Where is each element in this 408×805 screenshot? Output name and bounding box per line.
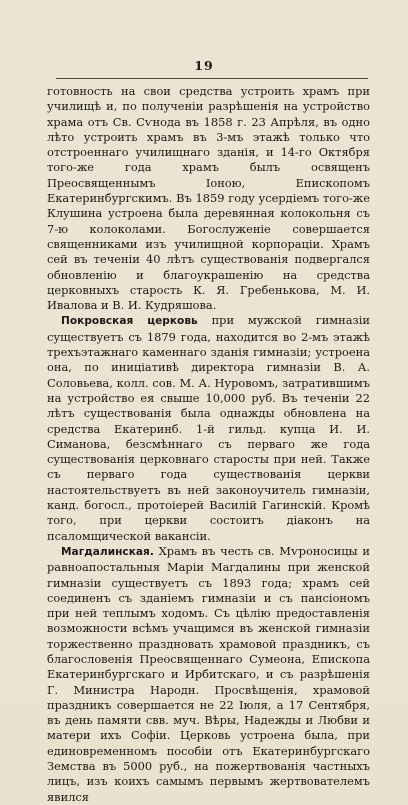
page-number: 19 xyxy=(194,58,214,73)
paragraph-3-text: Храмъ въ честь св. Мѵроносицы и равноапостальныя Маріи Магдалины при женской гимназіи существуетъ съ 1893 года; храмъ сей соединенъ съ зданіемъ гимназіи и съ пансіономъ при ней теплымъ ходомъ. Съ цѣлію предоставленія возможности всѣмъ учащимся въ женской гимназіи торжественно праздновать храмовой праздникъ, съ благословенія Преосвященнаго Сумеона, Епископа Екатеринбургскаго и Ирбитскаго, и съ разрѣшенія Г. Министра Народн. Просвѣщенія, храмовой праздникъ совершается не 22 Іюля, а 17 Сентября, въ день памяти свв. муч. Вѣры, Надежды и Любви и матери ихъ Софіи. Церковь устроена была, при единовременномъ пособіи отъ Екатеринбургскаго Земства въ 5000 руб., на пожертвованія частныхъ лицъ, изъ коихъ самымъ первымъ жертвователемъ явился xyxy=(47,543,370,804)
paragraph-1-text: готовность на свои средства устроить храмъ при училищѣ и, по полученіи разрѣшенія на устройство храма отъ Св. Сѵнода въ 1858 г. 23 Апрѣля, въ одно лѣто устроить храмъ въ 3-мъ этажѣ только что отстроеннаго училищнаго зданія, и 14-го Октября того-же года храмъ былъ освященъ Преосвященнымъ Іоною, Епископомъ Екатеринбургскимъ. Въ 1859 году усердіемъ того-же Клушина устроена была деревянная колокольня съ 7-ю колоколами. Богослуженіе совершается священниками изъ училищной корпораціи. Храмъ сей въ теченіи 40 лѣтъ существованія подвергался обновленію и благоукрашенію на средства церковныхъ старость К. Я. Гребенькова, М. И. Ивалова и В. И. Кудряшова. xyxy=(47,84,370,313)
paragraph-pokrovskaya xyxy=(47,313,370,543)
body-text xyxy=(47,84,370,805)
header-rule xyxy=(56,78,368,79)
paragraph-magdalinskaya xyxy=(47,544,370,805)
paragraph-1 xyxy=(47,84,370,313)
section-heading-magdalinskaya: Магдалинская. xyxy=(61,545,154,558)
paragraph-2-text: при мужской гимназіи существуетъ съ 1879 года, находится во 2-мъ этажѣ трехъэтажнаго каменнаго зданія гимназіи; устроена она, по иниціативѣ директора гимназіи В. А. Соловьева, колл. сов. М. А. Нуровомъ, затратившимъ на устройство ея свыше 10,000 руб. Въ теченіи 22 лѣтъ существованія была однажды обновлена на средства Екатеринб. 1-й гильд. купца И. И. Симанова, безсмѣннаго съ перваго же года существованія церковнаго старосты при ней. Также съ перваго года существованія церкви настоятельствуетъ въ ней законоучитель гимназіи, канд. богосл., протоіерей Василій Гагинскій. Кромѣ того, при церкви состоитъ діаконъ на псаломщической вакансіи. xyxy=(47,313,371,543)
section-heading-pokrovskaya: Покровская церковь xyxy=(61,315,198,328)
